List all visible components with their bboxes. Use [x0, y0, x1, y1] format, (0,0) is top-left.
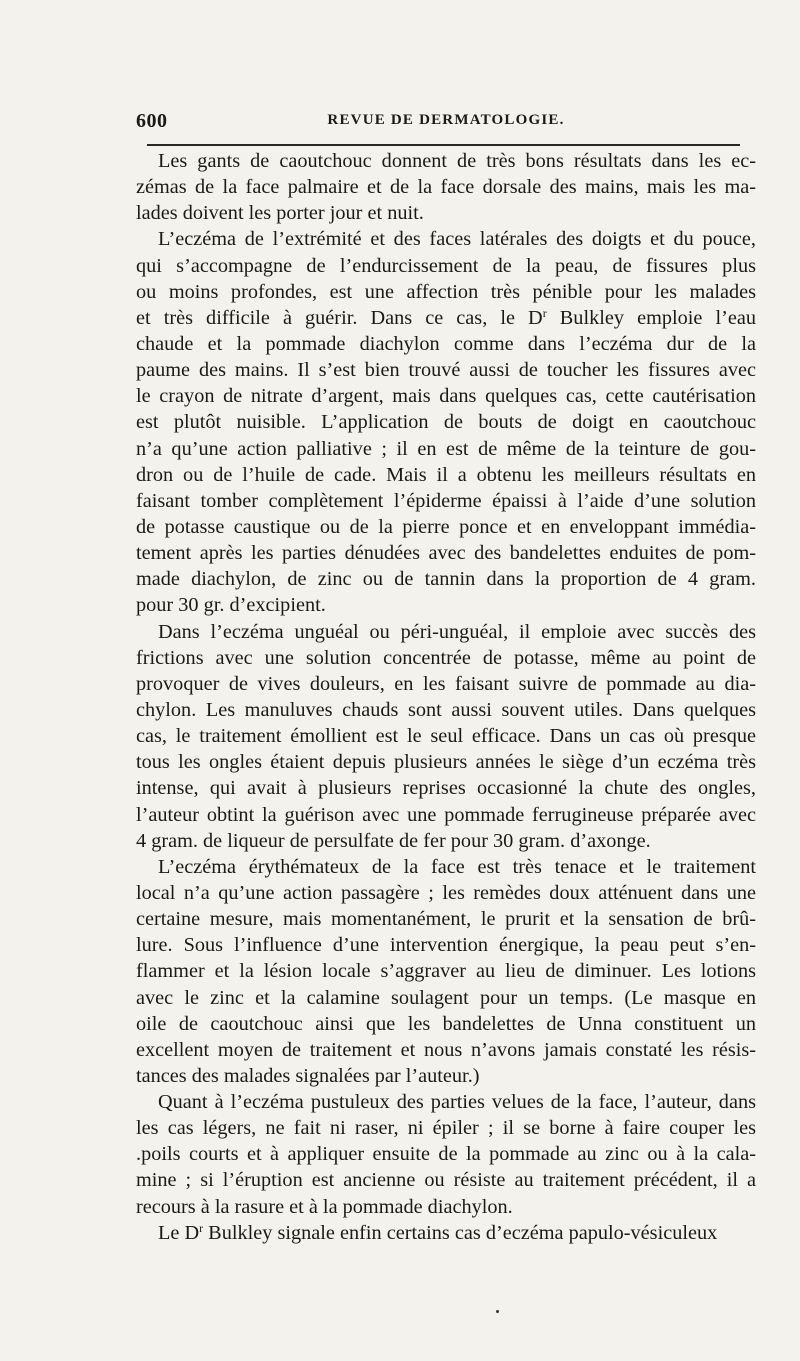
text-line: lades doivent les porter jour et nuit.	[136, 202, 424, 225]
article-body	[136, 148, 756, 1246]
paper-speck	[496, 1310, 499, 1313]
text-line: flammer et la lésion locale s’aggraver au lieu de diminuer. Les lotions	[136, 960, 756, 983]
text-line: intense, qui avait à plusieurs reprises occasionné la chute des ongles,	[136, 777, 756, 800]
running-head	[136, 110, 756, 136]
text-line: paume des mains. Il s’est bien trouvé aussi de toucher les fissures avec	[136, 359, 756, 382]
text-line: .poils courts et à appliquer ensuite de la pommade au zinc ou à la cala-	[136, 1143, 756, 1166]
text-line: mine ; si l’éruption est ancienne ou résiste au traitement précédent, il a	[136, 1169, 756, 1192]
text-line: lure. Sous l’influence d’une intervention énergique, la peau peut s’en-	[136, 934, 756, 957]
paragraph	[136, 148, 756, 226]
header-rule	[147, 144, 740, 146]
text-line: ou moins profondes, est une affection très pénible pour les malades	[136, 280, 756, 303]
text-line: l’auteur obtint la guérison avec une pommade ferrugineuse préparée avec	[136, 803, 756, 826]
text-line: chylon. Les manuluves chauds sont aussi souvent utiles. Dans quelques	[136, 698, 756, 721]
paragraph	[136, 854, 756, 1089]
text-line: et très difficile à guérir. Dans ce cas, le $D^r$ Bulkley emploie l’eau	[136, 305, 756, 329]
journal-title: REVUE DE DERMATOLOGIE.	[327, 112, 565, 128]
text-line: oile de caoutchouc ainsi que les bandelettes de Unna constituent un	[136, 1012, 756, 1035]
text-line: chaude et la pommade diachylon comme dans l’eczéma dur de la	[136, 332, 756, 355]
paragraph	[136, 226, 756, 618]
paragraph	[136, 619, 756, 854]
text-line: dron ou de l’huile de cade. Mais il a obtenu les meilleurs résultats en	[136, 463, 756, 486]
text-line: made diachylon, de zinc ou de tannin dans la proportion de 4 gram.	[136, 568, 756, 591]
text-line: Dans l’eczéma unguéal ou péri-unguéal, il emploie avec succès des	[158, 620, 756, 643]
text-line: recours à la rasure et à la pommade diachylon.	[136, 1195, 513, 1218]
text-line: faisant tomber complètement l’épiderme épaissi à l’aide d’une solution	[136, 489, 756, 512]
text-line: pour 30 gr. d’excipient.	[136, 594, 326, 617]
text-line: 4 gram. de liqueur de persulfate de fer pour 30 gram. d’axonge.	[136, 829, 651, 852]
text-line: zémas de la face palmaire et de la face dorsale des mains, mais les ma-	[136, 176, 756, 199]
text-line: qui s’accompagne de l’endurcissement de la peau, de fissures plus	[136, 254, 756, 277]
text-line: tous les ongles étaient depuis plusieurs années le siège d’un eczéma très	[136, 751, 756, 774]
paragraph	[136, 1220, 756, 1246]
text-line: provoquer de vives douleurs, en les faisant suivre de pommade au dia-	[136, 672, 756, 695]
text-line: cas, le traitement émollient est le seul efficace. Dans un cas où presque	[136, 725, 756, 748]
text-line: n’a qu’une action palliative ; il en est de même de la teinture de gou-	[136, 437, 756, 460]
text-line: L’eczéma de l’extrémité et des faces latérales des doigts et du pouce,	[158, 228, 756, 251]
text-line: frictions avec une solution concentrée de potasse, même au point de	[136, 646, 756, 669]
text-line: le crayon de nitrate d’argent, mais dans quelques cas, cette cautérisation	[136, 385, 756, 408]
page-number: 600	[136, 110, 168, 132]
text-line: local n’a qu’une action passagère ; les remèdes doux atténuent dans une	[136, 881, 756, 904]
text-line: tances des malades signalées par l’auteur.)	[136, 1064, 480, 1087]
text-line: tement après les parties dénudées avec des bandelettes enduites de pom-	[136, 542, 756, 565]
text-line: les cas légers, ne fait ni raser, ni épiler ; il se borne à faire couper les	[136, 1117, 756, 1140]
text-line: Le $D^r$ Bulkley signale enfin certains cas d’eczéma papulo-vésiculeux	[158, 1220, 718, 1244]
text-line: certaine mesure, mais momentanément, le prurit et la sensation de brû-	[136, 908, 756, 931]
text-line: excellent moyen de traitement et nous n’avons jamais constaté les résis-	[136, 1038, 756, 1061]
text-line: avec le zinc et la calamine soulagent pour un temps. (Le masque en	[136, 986, 756, 1009]
text-line: de potasse caustique ou de la pierre ponce et en enveloppant immédia-	[136, 515, 756, 538]
paragraph	[136, 1089, 756, 1220]
text-line: Les gants de caoutchouc donnent de très bons résultats dans les ec-	[158, 150, 756, 172]
text-line: L’eczéma érythémateux de la face est très tenace et le traitement	[158, 855, 756, 878]
text-line: Quant à l’eczéma pustuleux des parties velues de la face, l’auteur, dans	[158, 1091, 756, 1114]
text-line: est plutôt nuisible. L’application de bouts de doigt en caoutchouc	[136, 411, 756, 434]
